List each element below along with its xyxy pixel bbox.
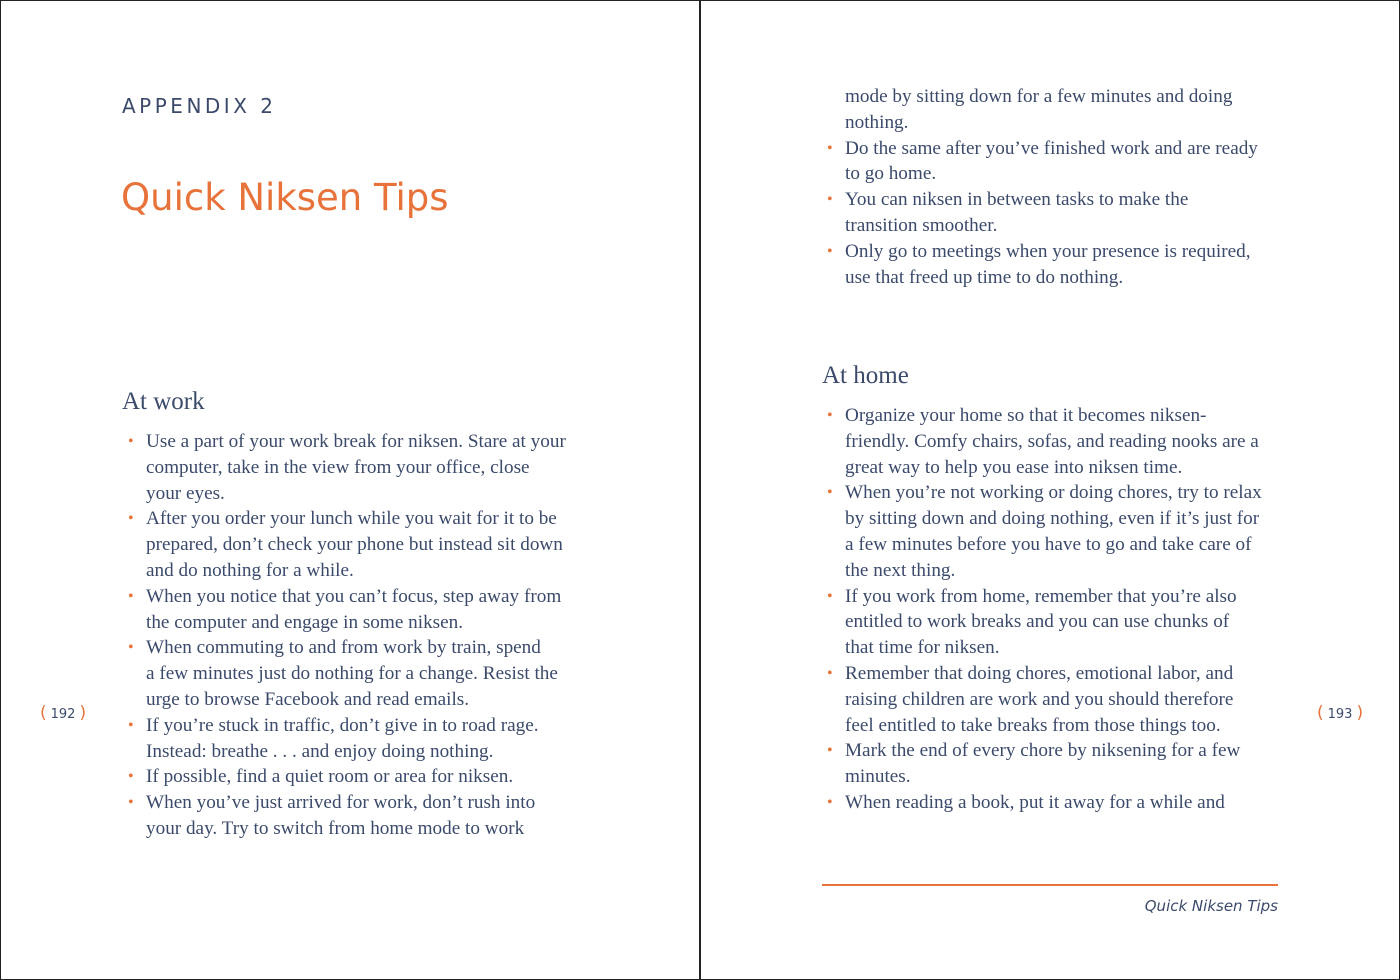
tip-line: urge to browse Facebook and read emails. (146, 688, 470, 710)
bullet-icon: • (128, 433, 134, 450)
tip-line: Only go to meetings when your presence is required, (845, 240, 1251, 262)
bullet-icon: • (128, 587, 134, 605)
tip-line: friendly. Comfy chairs, sofas, and reading nooks are a (845, 430, 1259, 452)
tip-line: Instead: breathe . . . and enjoy doing nothing. (146, 740, 494, 762)
tip-item (822, 738, 1292, 790)
tip-item (123, 584, 593, 636)
tip-line: Organize your home so that it becomes niksen- (845, 405, 1207, 426)
tip-line: the next thing. (845, 559, 956, 581)
bullet-icon: • (128, 794, 134, 812)
tip-item (822, 790, 1292, 816)
tip-line: After you order your lunch while you wait for it to be (146, 508, 557, 530)
tip-item (822, 584, 1292, 661)
left-page (0, 0, 699, 980)
tip-line: minutes. (845, 766, 911, 788)
tip-line: nothing. (845, 111, 909, 133)
tip-item (822, 239, 1292, 291)
tip-item (123, 635, 593, 712)
bullet-icon: • (128, 716, 134, 734)
tip-line: use that freed up time to do nothing. (845, 266, 1124, 288)
bullet-icon: • (827, 587, 833, 605)
tip-line: that time for niksen. (845, 637, 1000, 659)
tip-line: Mark the end of every chore by niksening for a few (845, 740, 1241, 762)
folio-open-paren: ( (1317, 703, 1324, 723)
tip-line: and do nothing for a while. (146, 559, 354, 581)
tip-line: a few minutes just do nothing for a change. Resist the (146, 663, 558, 685)
page-number-right (1313, 703, 1367, 723)
bullet-icon: • (827, 793, 833, 811)
tip-line: mode by sitting down for a few minutes and doing (845, 86, 1233, 107)
tip-continuation (822, 84, 1292, 136)
tip-item (822, 480, 1292, 583)
tip-line: your eyes. (146, 482, 225, 504)
section-heading-at-work: At work (122, 388, 205, 415)
page-number-value: 193 (1327, 707, 1353, 722)
tip-line: a few minutes before you have to go and take care of (845, 533, 1252, 555)
tip-line: When you’re not working or doing chores, try to relax (845, 482, 1262, 504)
bullet-icon: • (827, 742, 833, 760)
tip-line: If you work from home, remember that you’re also (845, 585, 1237, 607)
tip-line: When you notice that you can’t focus, step away from (146, 585, 562, 607)
bullet-icon: • (827, 242, 833, 260)
tip-line: Remember that doing chores, emotional labor, and (845, 662, 1234, 684)
tip-item (123, 764, 593, 790)
tip-line: the computer and engage in some niksen. (146, 611, 464, 633)
tip-item (123, 429, 593, 506)
tip-line: When commuting to and from work by train, spend (146, 637, 541, 659)
tip-line: You can niksen in between tasks to make the (845, 189, 1189, 211)
folio-open-paren: ( (40, 703, 47, 723)
bullet-icon: • (827, 407, 833, 424)
tip-item (123, 506, 593, 583)
tip-item (822, 187, 1292, 239)
at-home-tips-list (822, 403, 1292, 816)
tip-line: When reading a book, put it away for a while and (845, 791, 1225, 813)
tip-line: entitled to work breaks and you can use chunks of (845, 611, 1230, 633)
bullet-icon: • (827, 139, 833, 157)
tip-line: raising children are work and you should therefore (845, 688, 1234, 710)
bullet-icon: • (128, 768, 134, 786)
tip-item (822, 661, 1292, 738)
tip-line: feel entitled to take breaks from those things too. (845, 714, 1221, 736)
bullet-icon: • (827, 664, 833, 682)
running-head: Quick Niksen Tips (1144, 897, 1278, 915)
tip-line: If you’re stuck in traffic, don’t give in to road rage. (146, 714, 539, 736)
chapter-title: Quick Niksen Tips (121, 176, 449, 219)
tip-line: If possible, find a quiet room or area for niksen. (146, 766, 514, 788)
tip-line: Do the same after you’ve finished work and are ready (845, 137, 1258, 159)
bullet-icon: • (128, 639, 134, 657)
section-heading-at-home: At home (822, 362, 909, 389)
footer-rule (822, 884, 1278, 886)
tip-line: by sitting down and doing nothing, even if it’s just for (845, 508, 1260, 530)
page-number-left (36, 703, 90, 723)
tip-item (822, 136, 1292, 188)
tip-line: great way to help you ease into niksen time. (845, 456, 1183, 478)
page-number-value: 192 (50, 707, 76, 722)
bullet-icon: • (128, 510, 134, 528)
tip-item (822, 403, 1292, 480)
folio-close-paren: ) (1356, 703, 1364, 723)
tip-item (123, 790, 593, 842)
appendix-label: APPENDIX 2 (122, 94, 277, 118)
tip-line: When you’ve just arrived for work, don’t rush into (146, 792, 536, 814)
folio-close-paren: ) (79, 703, 87, 723)
tip-line: your day. Try to switch from home mode to work (146, 817, 525, 839)
tip-line: transition smoother. (845, 214, 998, 236)
at-work-tips-continued-list (822, 84, 1292, 290)
bullet-icon: • (827, 191, 833, 209)
tip-item (123, 713, 593, 765)
tip-line: Use a part of your work break for niksen. Stare at your (146, 431, 566, 452)
at-work-tips-list (123, 429, 593, 842)
tip-line: prepared, don’t check your phone but instead sit down (146, 534, 563, 556)
tip-line: computer, take in the view from your office, close (146, 456, 530, 478)
tip-line: to go home. (845, 163, 937, 185)
bullet-icon: • (827, 484, 833, 502)
